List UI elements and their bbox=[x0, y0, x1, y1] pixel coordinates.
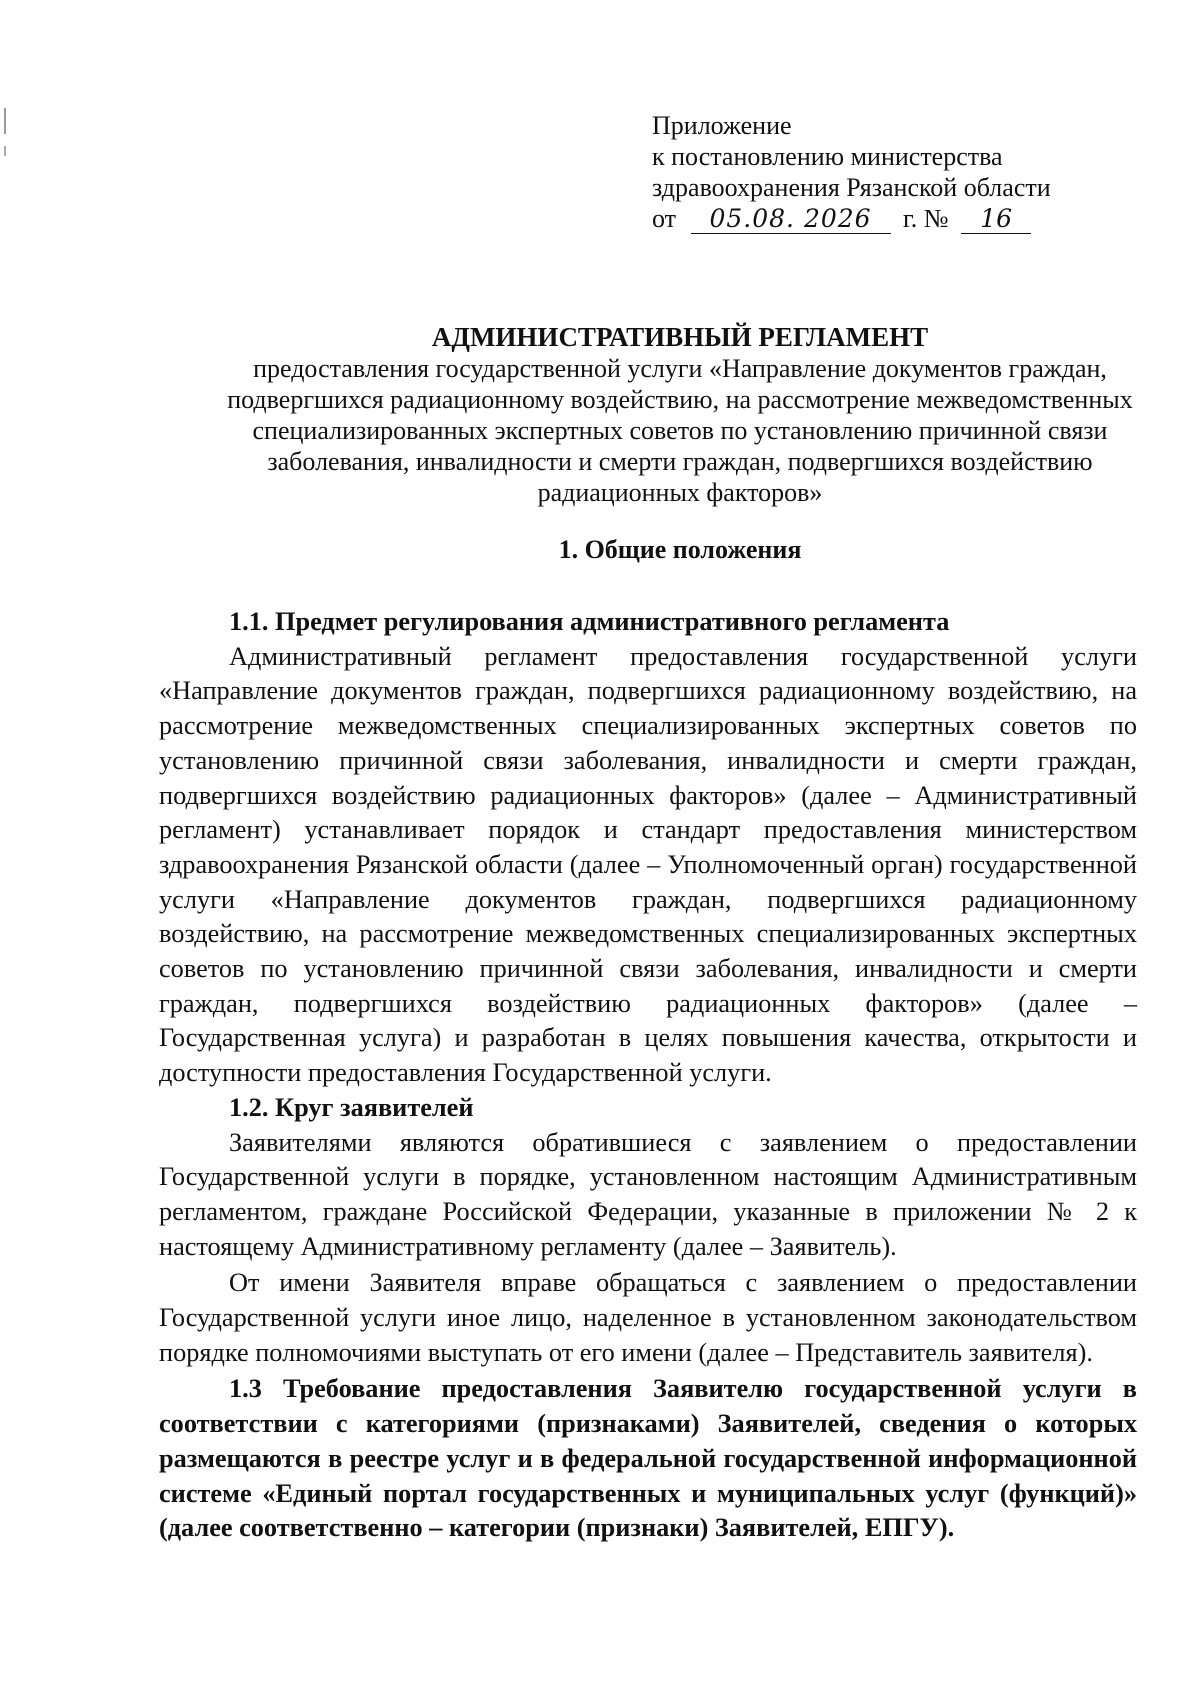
handwritten-date: 05.08. 2026 bbox=[691, 205, 891, 234]
subsection-heading-1-1: 1.1. Предмет регулирования административного регламента bbox=[229, 607, 950, 636]
approval-word: постановлению bbox=[671, 142, 845, 171]
paragraph: Административный регламент предоставления государственной услуги «Направление документов граждан, подвергшихся радиационному воздействию, на рассмотрение межведомственных специализированных экспертных советов по установлению причинной связи заболевания, инвалидности и смерти граждан, подвергшихся воздействию радиационных факторов» (далее – Административный регламент) устанавливает порядок и стандарт предоставления министерством здравоохранения Рязанской области (далее – Уполномоченный орган) государственной услуги «Направление документов граждан, подвергшихся радиационному воздействию, на рассмотрение межведомственных специализированных экспертных советов по установлению причинной связи заболевания, инвалидности и смерти граждан, подвергшихся воздействию радиационных факторов» (далее – Государственная услуга) и разработан в целях повышения качества, открытости и доступности предоставления Государственной услуги. bbox=[159, 641, 1137, 1088]
scan-margin-mark bbox=[4, 146, 6, 156]
from-label: от bbox=[652, 204, 677, 233]
section-heading: 1. Общие положения bbox=[558, 535, 802, 564]
title-heading: АДМИНИСТРАТИВНЫЙ РЕГЛАМЕНТ bbox=[431, 322, 929, 352]
title-subline: специализированных экспертных советов по установлению причинной связи bbox=[252, 416, 1108, 445]
scan-margin-mark bbox=[4, 108, 6, 134]
title-subline: предоставления государственной услуги «Направление документов граждан, bbox=[253, 354, 1107, 383]
document-title bbox=[160, 322, 1200, 508]
document-body bbox=[159, 605, 1137, 1546]
subsection-heading-1-2: 1.2. Круг заявителей bbox=[229, 1092, 474, 1122]
approval-date-line bbox=[652, 203, 1122, 234]
title-subline: подвергшихся радиационному воздействию, на рассмотрение межведомственных bbox=[227, 385, 1133, 414]
handwritten-number: 16 bbox=[961, 205, 1031, 234]
paragraph-bold: 1.3 Требование предоставления Заявителю государственной услуги в соответствии с категориями (признаками) Заявителей, сведения о которых размещаются в реестре услуг и в федеральной государственной информационной системе «Единый портал государственных и муниципальных услуг (функций)» (далее соответственно – категории (признаки) Заявителей, ЕПГУ). bbox=[159, 1374, 1137, 1543]
paragraph: От имени Заявителя вправе обращаться с заявлением о предоставлении Государственной услуги иное лицо, наделенное в установленном законодательством порядке полномочиями выступать от его имени (далее – Представитель заявителя). bbox=[159, 1268, 1137, 1367]
approval-line-1: Приложение bbox=[652, 111, 792, 140]
approval-word: к bbox=[652, 142, 665, 171]
approval-block bbox=[652, 110, 1122, 234]
paragraph: Заявителями являются обратившиеся с заявлением о предоставлении Государственной услуги в порядке, установленном настоящим Административным регламентом, граждане Российской Федерации, указанные в приложении № 2 к настоящему Административному регламенту (далее – Заявитель). bbox=[159, 1127, 1137, 1261]
approval-line-2 bbox=[652, 141, 1122, 172]
title-subline: заболевания, инвалидности и смерти граждан, подвергшихся воздействию bbox=[267, 447, 1093, 476]
number-label: г. № bbox=[903, 204, 949, 233]
approval-line-3: здравоохранения Рязанской области bbox=[652, 173, 1051, 202]
approval-word: министерства bbox=[850, 142, 1003, 171]
title-subline: радиационных факторов» bbox=[537, 478, 823, 507]
